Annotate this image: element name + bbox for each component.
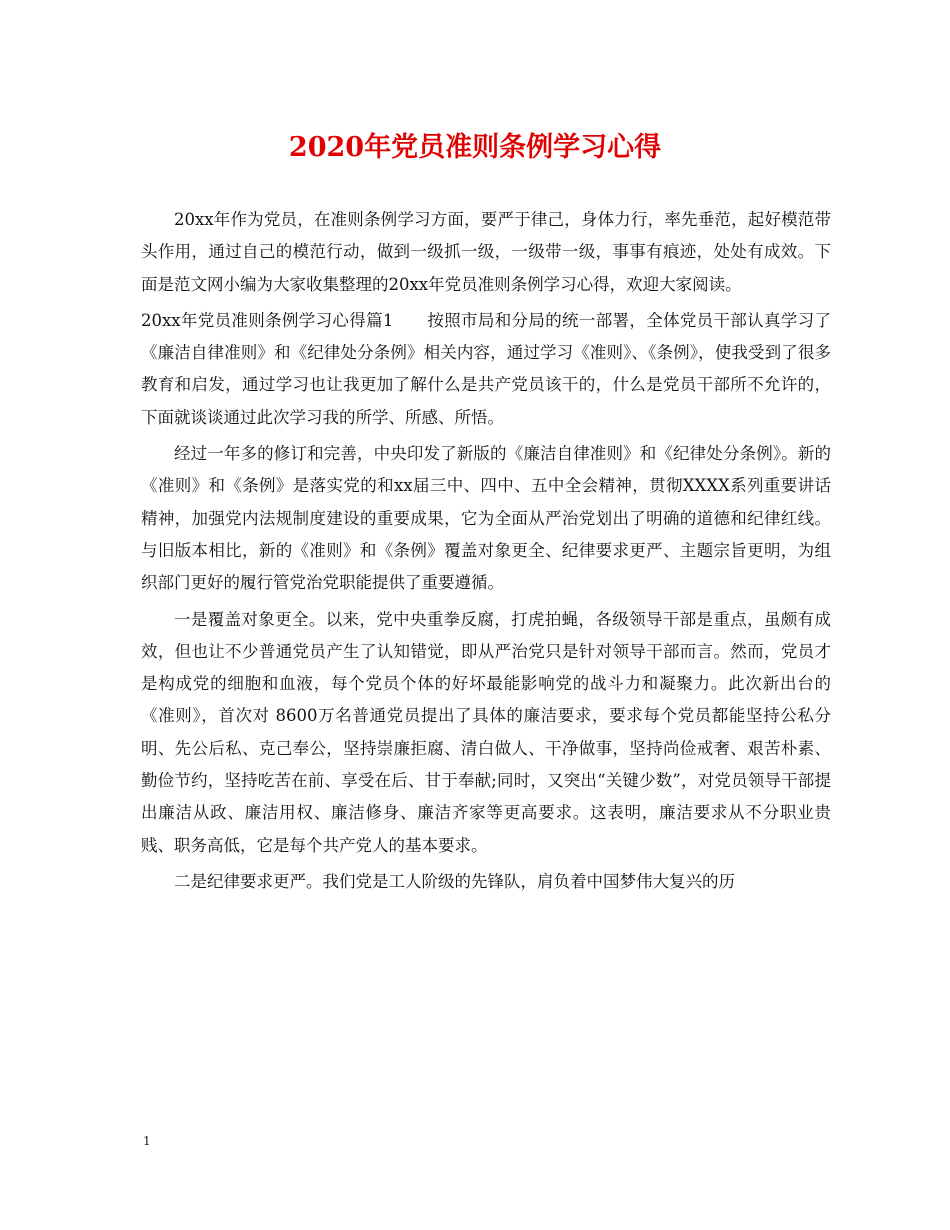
paragraph-revision: 经过一年多的修订和完善，中央印发了新版的《廉洁自律准则》和《纪律处分条例》。新的《准则》和《条例》是落实党的和xx届三中、四中、五中全会精神，贯彻XXXX系列重要讲话精神，加强党内法规制度建设的重要成果，它为全面从严治党划出了明确的道德和纪律红线。与旧版本相比，新的《准则》和《条例》覆盖对象更全、纪律要求更严、主题宗旨更明，为组织部门更好的履行管党治党职能提供了重要遵循。: [141, 444, 831, 593]
document-title: 2020年党员准则条例学习心得: [288, 132, 662, 163]
paragraph-section-1: 20xx年党员准则条例学习心得篇1 按照市局和分局的统一部署，全体党员干部认真学习了《廉洁自律准则》和《纪律处分条例》相关内容，通过学习《准则》、《条例》，使我受到了很多教育和启发，通过学习也让我更加了解什么是共产党员该干的，什么是党员干部所不允许的，下面就谈谈通过此次学习我的所学、所感、所悟。: [141, 310, 831, 427]
document-body: [141, 204, 831, 902]
page-number: 1: [143, 1134, 151, 1148]
paragraph-discipline: 二是纪律要求更严。我们党是工人阶级的先锋队，肩负着中国梦伟大复兴的历: [174, 871, 735, 891]
paragraph-coverage: 一是覆盖对象更全。以来，党中央重拳反腐，打虎拍蝇，各级领导干部是重点，虽颇有成效，但也让不少普通党员产生了认知错觉，即从严治党只是针对领导干部而言。然而，党员才是构成党的细胞和血液，每个党员个体的好坏最能影响党的战斗力和凝聚力。此次新出台的《准则》，首次对 8600万名普通党员提出了具体的廉洁要求，要求每个党员都能坚持公私分明、先公后私、克己奉公，坚持崇廉拒腐、清白做人、干净做事，坚持尚俭戒奢、艰苦朴素、勤俭节约，坚持吃苦在前、享受在后、甘于奉献;同时，又突出“关键少数”，对党员领导干部提出廉洁从政、廉洁用权、廉洁修身、廉洁齐家等更高要求。这表明，廉洁要求从不分职业贵贱、职务高低，它是每个共产党人的基本要求。: [141, 609, 831, 855]
paragraph-intro: 20xx年作为党员，在准则条例学习方面，要严于律己，身体力行，率先垂范，起好模范带头作用，通过自己的模范行动，做到一级抓一级，一级带一级，事事有痕迹，处处有成效。下面是范文网小编为大家收集整理的20xx年党员准则条例学习心得，欢迎大家阅读。: [141, 210, 831, 294]
